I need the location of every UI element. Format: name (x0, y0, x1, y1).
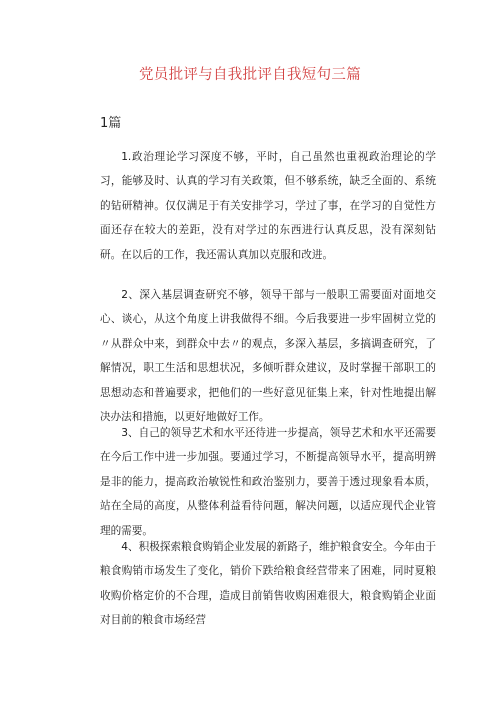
paragraph-1: 1.政治理论学习深度不够，平时，自己虽然也重视政治理论的学习，能够及时、认真的学习有关政策，但不够系统，缺乏全面的、系统的钻研精神。仅仅满足于有关安排学习，学过了事，在学习的自觉性方面还存在较大的差距，没有对学过的东西进行认真反思，没有深刻钻研。在以后的工作，我还需认真加以克服和改进。 (100, 151, 436, 261)
paragraph-2: 2、深入基层调查研究不够，领导干部与一般职工需要面对面地交心、谈心，从这个角度上讲我做得不细。今后我要进一步牢固树立党的〃从群众中来，到群众中去〃的观点，多深入基层，多搞调查研究，了解情况，职工生活和思想状况，多倾听群众建议，及时掌握干部职工的思想动态和普遍要求，把他们的一些好意见征集上来，针对性地提出解决办法和措施，以更好地做好工作。 (100, 289, 436, 424)
paragraph-3: 3、自己的领导艺术和水平还待进一步提高，领导艺术和水平还需要在今后工作中进一步加强。要通过学习，不断提高领导水平，提高明辨是非的能力，提高政治敏锐性和政治鉴别力，要善于透过现象看本质，站在全局的高度，从整体利益看待问题，解决问题，以适应现代企业管理的需要。 (100, 427, 436, 537)
document-title: 党员批评与自我批评自我短句三篇 (139, 67, 361, 83)
section-heading: 1篇 (100, 116, 122, 131)
paragraph-4: 4、积极探索粮食购销企业发展的新路子，维护粮食安全。今年由于粮食购销市场发生了变化，销价下跌给粮食经营带来了困难，同时夏粮收购价格定价的不合理，造成目前销售收购困难很大，粮食购销企业面对目前的粮食市场经营 (100, 541, 436, 627)
